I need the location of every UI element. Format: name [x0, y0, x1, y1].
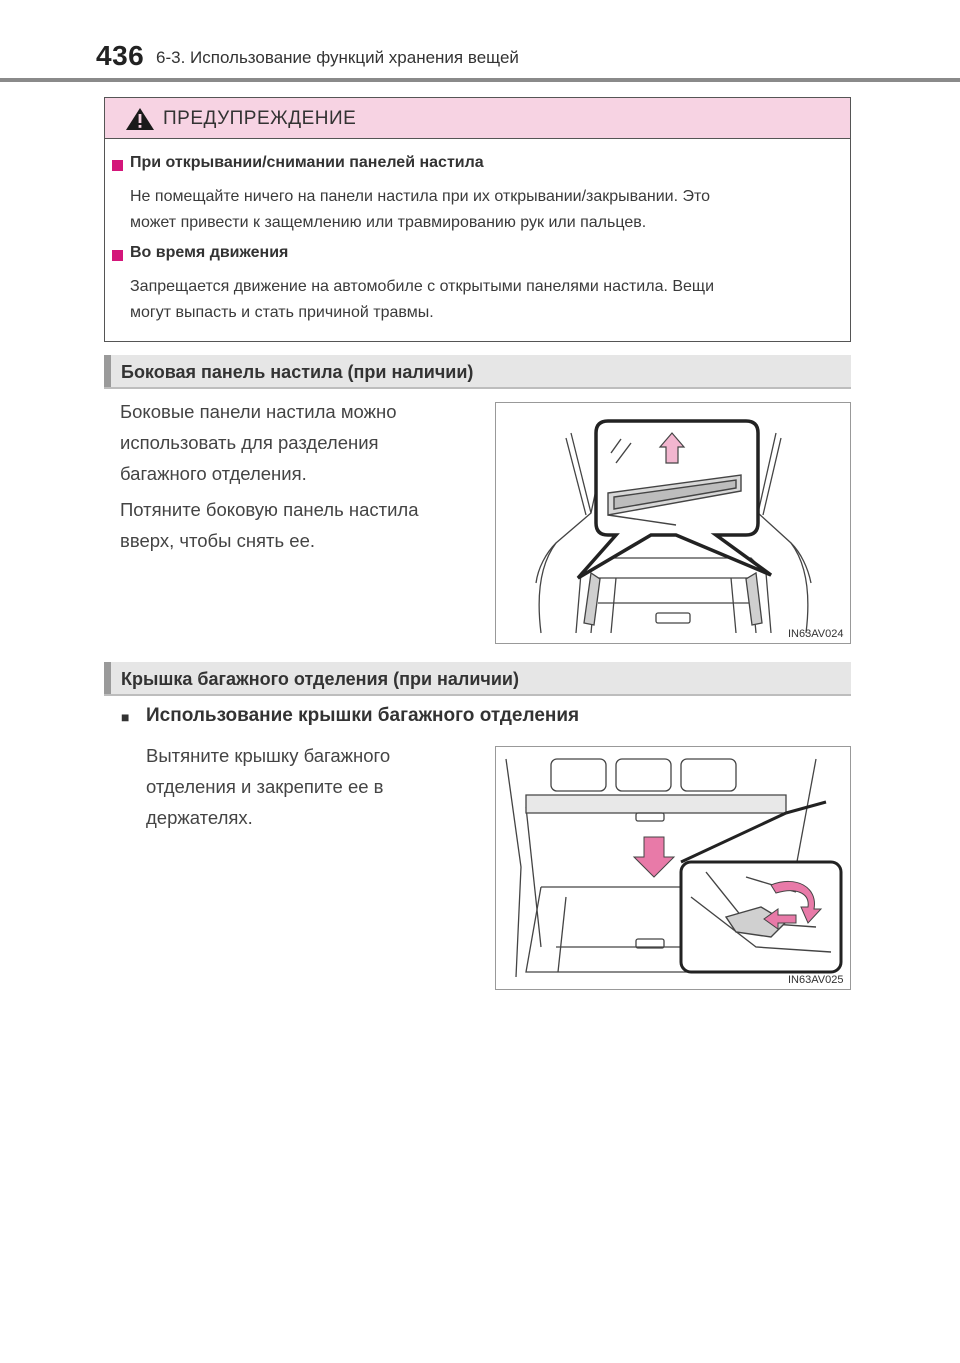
body-text-line: Боковые панели настила можно — [120, 401, 397, 422]
body-text-line: держателях. — [146, 807, 253, 828]
section-title: 6-3. Использование функций хранения вещей — [156, 48, 519, 67]
figure-tonneau-cover — [495, 746, 851, 990]
figure-side-deck-panel — [495, 402, 851, 644]
subheading: Использование крышки багажного отделения — [146, 705, 580, 726]
warning-header — [105, 98, 850, 139]
figure-code: IN63AV024 — [788, 628, 844, 640]
tonneau-cover-illustration — [496, 747, 850, 989]
subheading-marker-icon: ■ — [121, 709, 130, 725]
warning-box — [104, 97, 851, 342]
warning-triangle-icon — [125, 107, 155, 131]
header-rule — [0, 78, 960, 82]
page-number: 436 — [96, 40, 145, 71]
warning-item-text-line: Запрещается движение на автомобиле с открытыми панелями настила. Вещи — [130, 278, 715, 295]
body-text-line: отделения и закрепите ее в — [146, 776, 384, 797]
warning-item-heading: При открывании/снимании панелей настила — [130, 154, 484, 171]
warning-item-heading: Во время движения — [130, 244, 289, 261]
body-text-line: вверх, чтобы снять ее. — [120, 530, 316, 551]
warning-item-text-line: Не помещайте ничего на панели настила при их открывании/закрывании. Это — [130, 188, 711, 205]
section-accent — [104, 662, 111, 694]
trunk-side-panel-illustration — [496, 403, 850, 643]
body-text-line: Вытяните крышку багажного — [146, 745, 391, 766]
warning-title: ПРЕДУПРЕЖДЕНИЕ — [163, 108, 357, 129]
section-heading: Боковая панель настила (при наличии) — [121, 362, 474, 382]
warning-item-text-line: может привести к защемлению или травмированию рук или пальцев. — [130, 214, 647, 231]
section-accent — [104, 355, 111, 387]
section-heading: Крышка багажного отделения (при наличии) — [121, 669, 519, 689]
body-text-line: багажного отделения. — [120, 463, 307, 484]
body-text-line: Потяните боковую панель настила — [120, 499, 419, 520]
body-text-line: использовать для разделения — [120, 432, 379, 453]
warning-item-text-line: могут выпасть и стать причиной травмы. — [130, 304, 434, 321]
section-heading-bar — [104, 662, 851, 696]
section-heading-bar — [104, 355, 851, 389]
warning-bullet-square — [112, 250, 123, 261]
warning-bullet-square — [112, 160, 123, 171]
figure-code: IN63AV025 — [788, 974, 844, 986]
